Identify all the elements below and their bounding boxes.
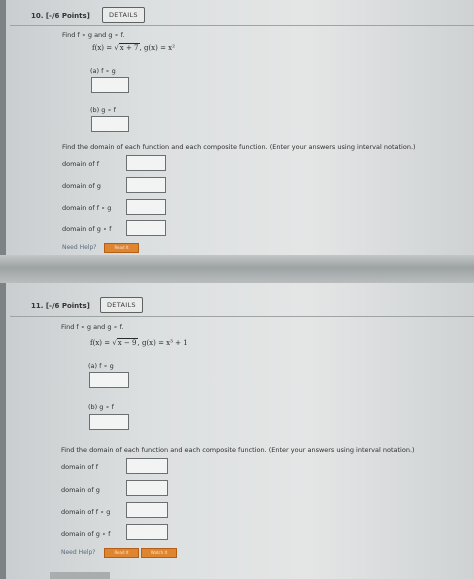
domain-f-label: domain of f [61,463,99,471]
g-definition: , g(x) = x³ + 1 [137,339,188,347]
domain-fog-label: domain of f ∘ g [61,508,111,516]
f-radicand: x + 7 [119,44,139,52]
domain-g-label: domain of g [61,486,100,494]
domain-g-input[interactable] [126,480,168,496]
header-divider [10,316,474,317]
details-button[interactable]: DETAILS [100,297,143,313]
domain-f-input[interactable] [126,155,166,171]
need-help-label: Need Help? [62,244,97,251]
instruction: Find f ∘ g and g ∘ f. [62,31,125,39]
domain-fog-label: domain of f ∘ g [62,204,112,212]
answer-input-g-of-f[interactable] [91,116,129,132]
problem-number: 10. [31,12,44,20]
domain-gof-label: domain of g ∘ f [62,225,112,233]
part-a-label: (a) f ∘ g [90,67,116,75]
details-button[interactable]: DETAILS [102,7,145,23]
part-a-label: (a) f ∘ g [88,362,114,370]
function-definitions: f(x) = √x − 9, g(x) = x³ + 1 [90,339,188,347]
domain-g-label: domain of g [62,182,101,190]
part-b-label: (b) g ∘ f [88,403,114,411]
instruction: Find f ∘ g and g ∘ f. [61,323,124,331]
answer-input-f-of-g[interactable] [91,77,129,93]
f-radicand: x − 9 [117,339,137,347]
left-edge [0,0,6,579]
domain-f-input[interactable] [126,458,168,474]
function-definitions: f(x) = √x + 7, g(x) = x² [92,44,175,52]
domain-instruction: Find the domain of each function and each composite function. (Enter your answers using interval notation.) [62,143,416,151]
problem-header [31,302,90,310]
read-it-button[interactable]: Read It [104,548,139,558]
domain-gof-input[interactable] [126,220,166,236]
problem-header [31,12,90,20]
need-help-label: Need Help? [61,549,96,556]
f-lhs: f(x) = [92,44,115,52]
problem-points: [-/6 Points] [45,302,90,310]
read-it-button[interactable]: Read It [104,243,139,253]
domain-gof-input[interactable] [126,524,168,540]
domain-g-input[interactable] [126,177,166,193]
domain-fog-input[interactable] [126,199,166,215]
watch-it-button[interactable]: Watch It [141,548,177,558]
domain-gof-label: domain of g ∘ f [61,530,111,538]
domain-instruction: Find the domain of each function and each composite function. (Enter your answers using interval notation.) [61,446,415,454]
domain-f-label: domain of f [62,160,100,168]
problem-divider [0,255,474,283]
problem-points: [-/6 Points] [45,12,90,20]
f-lhs: f(x) = [90,339,113,347]
answer-input-g-of-f[interactable] [89,414,129,430]
next-panel-edge [50,572,110,579]
answer-input-f-of-g[interactable] [89,372,129,388]
g-definition: , g(x) = x² [139,44,175,52]
part-b-label: (b) g ∘ f [90,106,116,114]
header-divider [10,25,474,26]
problem-number: 11. [31,302,44,310]
domain-fog-input[interactable] [126,502,168,518]
